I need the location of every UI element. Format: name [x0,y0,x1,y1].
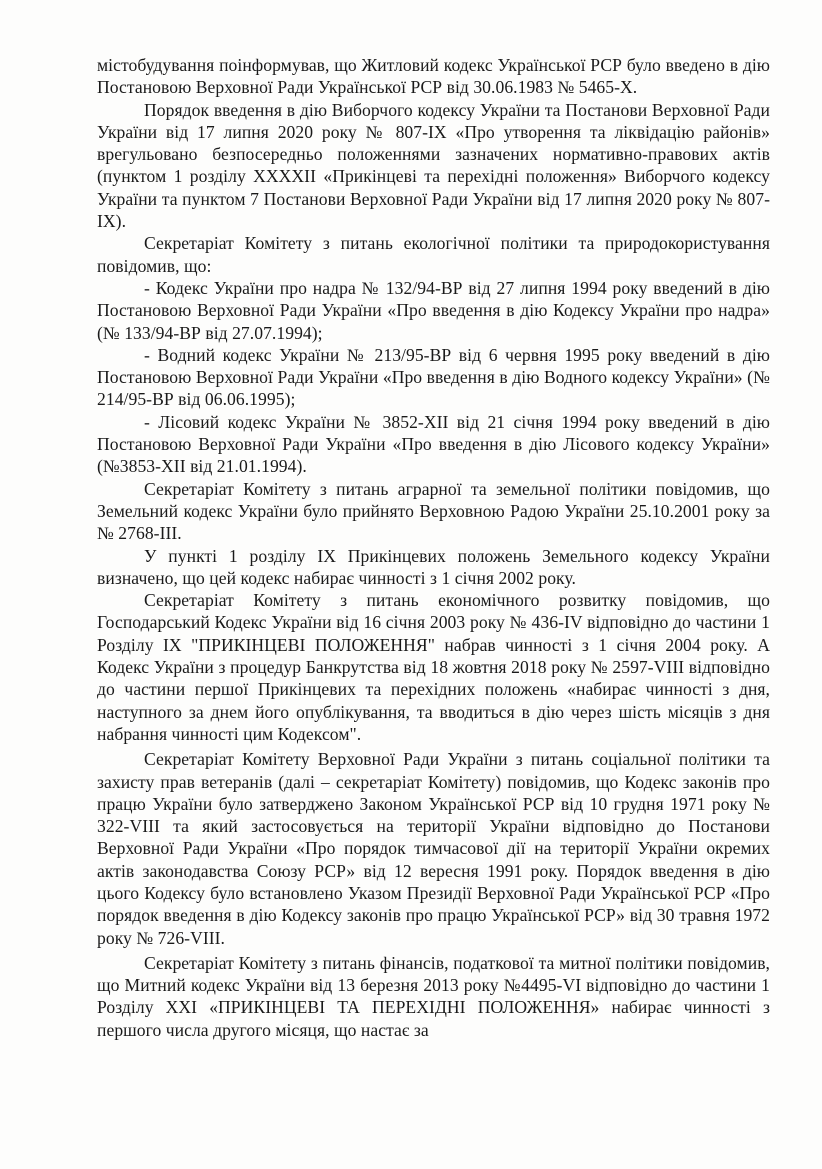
paragraph-electoral-code: Порядок введення в дію Виборчого кодексу України та Постанови Верховної Ради України від 17 липня 2020 року № 807-ІХ «Про утворення та ліквідацію районів» врегульовано безпосередньо положеннями зазначених нормативно-правових актів (пунктом 1 розділу ХХХХІІ «Прикінцеві та перехідні положення» Виборчого кодексу України та пунктом 7 Постанови Верховної Ради України від 17 липня 2020 року № 807-ІХ). [97,99,770,232]
paragraph-finance-committee: Секретаріат Комітету з питань фінансів, податкової та митної політики повідомив, що Митний кодекс України від 13 березня 2013 року №4495-VI відповідно до частини 1 Розділу XXI «ПРИКІНЦЕВІ ТА ПЕРЕХІДНІ ПОЛОЖЕННЯ» набирає чинності з першого числа другого місяця, що настає за [97,952,770,1040]
paragraph-agrarian-committee: Секретаріат Комітету з питань аграрної та земельної політики повідомив, що Земельний кодекс України було прийнято Верховною Радою України 25.10.2001 року за № 2768-ІІІ. [97,478,770,544]
paragraph-economic-committee: Секретаріат Комітету з питань економічного розвитку повідомив, що Господарський Кодекс України від 16 січня 2003 року № 436-IV відповідно до частини 1 Розділу IX "ПРИКІНЦЕВІ ПОЛОЖЕННЯ" набрав чинності з 1 січня 2004 року. А Кодекс України з процедур Банкрутства від 18 жовтня 2018 року № 2597-VIII відповідно до частини першої Прикінцевих та перехідних положень «набирає чинності з дня, наступного за днем його опублікування, та вводиться в дію через шість місяців з дня набрання чинності цим Кодексом". [97,590,770,744]
paragraph-housing-code: містобудування поінформував, що Житловий кодекс Української РСР було введено в дію Постановою Верховної Ради Української РСР від 30.06.1983 № 5465-Х. [97,55,770,98]
list-item-subsoil-code: - Кодекс України про надра № 132/94-ВР від 27 липня 1994 року введений в дію Постановою Верховної Ради України «Про введення в дію Кодексу України про надра» (№ 133/94-ВР від 27.07.1994); [97,277,770,343]
list-item-water-code: - Водний кодекс України № 213/95-ВР від 6 червня 1995 року введений в дію Постановою Верховної Ради України «Про введення в дію Водного кодексу України» (№ 214/95-ВР від 06.06.1995); [97,344,770,410]
list-item-forest-code: - Лісовий кодекс України № 3852-ХІІ від 21 січня 1994 року введений в дію Постановою Верховної Ради України «Про введення в дію Лісового кодексу України» (№3853-ХІІ від 21.01.1994). [97,411,770,477]
paragraph-ecology-committee: Секретаріат Комітету з питань екологічної політики та природокористування повідомив, що: [97,233,770,276]
paragraph-land-code-effective: У пункті 1 розділу IX Прикінцевих положень Земельного кодексу України визначено, що цей кодекс набирає чинності з 1 січня 2002 року. [97,545,770,588]
document-body [97,54,770,1041]
paragraph-social-committee: Секретаріат Комітету Верховної Ради України з питань соціальної політики та захисту прав ветеранів (далі – секретаріат Комітету) повідомив, що Кодекс законів про працю України було затверджено Законом Української РСР від 10 грудня 1971 року № 322-VIII та який застосовується на території України відповідно до Постанови Верховної Ради України «Про порядок тимчасової дії на території України окремих актів законодавства Союзу РСР» від 12 вересня 1991 року. Порядок введення в дію цього Кодексу було встановлено Указом Президії Верховної Ради Української РСР «Про порядок введення в дію Кодексу законів про працю Української РСР» від 30 травня 1972 року № 726-VIII. [97,749,770,948]
